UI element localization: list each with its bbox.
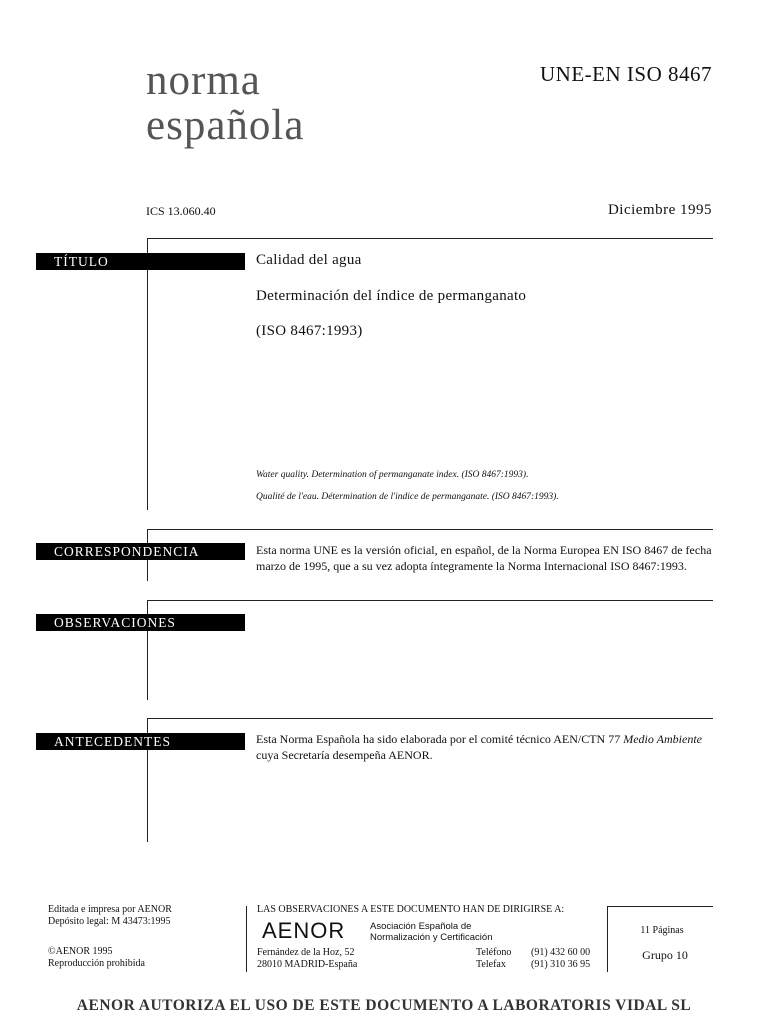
footer-edition-line-1: Editada e impresa por AENOR — [48, 904, 172, 915]
footer-pages-top-line — [607, 906, 713, 907]
title-main: Calidad del agua — [256, 252, 362, 268]
aenor-logo: AENOR — [262, 918, 346, 943]
footer-vline-right — [607, 906, 608, 972]
footer-obs-heading: LAS OBSERVACIONES A ESTE DOCUMENTO HAN DE DIRIGIRSE A: — [257, 904, 565, 915]
footer-address-line-1: Fernández de la Hoz, 52 — [257, 947, 355, 958]
label-titulo: TÍTULO — [36, 253, 245, 270]
divider-antecedentes — [147, 718, 713, 719]
title-iso-ref: (ISO 8467:1993) — [256, 323, 363, 339]
aenor-subtitle — [370, 921, 492, 943]
footer-group: Grupo 10 — [642, 948, 688, 962]
vline-titulo — [147, 238, 148, 510]
divider-correspondencia — [147, 529, 713, 530]
title-english: Water quality. Determination of permanganate index. (ISO 8467:1993). — [256, 470, 529, 480]
aenor-subtitle-line-2: Normalización y Certificación — [370, 932, 493, 943]
footer-edition — [48, 904, 172, 928]
brand-title — [146, 58, 304, 148]
ics-code: ICS 13.060.40 — [146, 204, 216, 218]
antecedentes-text-b: cuya Secretaría desempeña AENOR. — [256, 748, 433, 762]
footer-pages: 11 Páginas — [640, 925, 684, 936]
footer-address-line-2: 28010 MADRID-España — [257, 959, 358, 970]
footer-tel-value: (91) 432 60 00 — [531, 947, 591, 958]
footer-copyright-line-1: ©AENOR 1995 — [48, 946, 113, 957]
footer-fax-value: (91) 310 36 95 — [531, 959, 591, 970]
license-banner: AENOR AUTORIZA EL USO DE ESTE DOCUMENTO A LABORATORIS VIDAL SL — [76, 997, 692, 1014]
label-antecedentes: ANTECEDENTES — [36, 733, 245, 750]
footer-vline-left — [246, 906, 247, 972]
label-correspondencia: CORRESPONDENCIA — [36, 543, 245, 560]
standard-code: UNE-EN ISO 8467 — [540, 62, 712, 86]
title-french: Qualité de l'eau. Détermination de l'indice de permanganate. (ISO 8467:1993). — [256, 492, 559, 502]
antecedentes-text-a: Esta Norma Española ha sido elaborada por el comité técnico AEN/CTN 77 — [256, 732, 624, 746]
brand-line-2: española — [146, 102, 305, 149]
title-subtitle: Determinación del índice de permanganato — [256, 288, 527, 304]
divider-titulo — [147, 238, 713, 239]
brand-line-1: norma — [146, 57, 261, 104]
footer-copyright — [48, 946, 145, 970]
footer-phone-values — [531, 947, 590, 971]
footer-fax-label: Telefax — [476, 959, 506, 970]
correspondencia-text: Esta norma UNE es la versión oficial, en español, de la Norma Europea EN ISO 8467 de fecha marzo de 1995, que a su vez adopta íntegramente la Norma Internacional ISO 8467:1993. — [256, 543, 712, 573]
aenor-subtitle-line-1: Asociación Española de — [370, 921, 472, 932]
footer-tel-label: Teléfono — [476, 947, 512, 958]
footer-edition-line-2: Depósito legal: M 43473:1995 — [48, 916, 171, 927]
antecedentes-text — [256, 731, 716, 763]
antecedentes-committee: Medio Ambiente — [623, 732, 702, 746]
publication-date: Diciembre 1995 — [607, 202, 712, 218]
label-observaciones: OBSERVACIONES — [36, 614, 245, 631]
footer-address — [257, 947, 357, 971]
footer-phone-labels — [476, 947, 511, 971]
divider-observaciones — [147, 600, 713, 601]
footer-copyright-line-2: Reproducción prohibida — [48, 958, 145, 969]
